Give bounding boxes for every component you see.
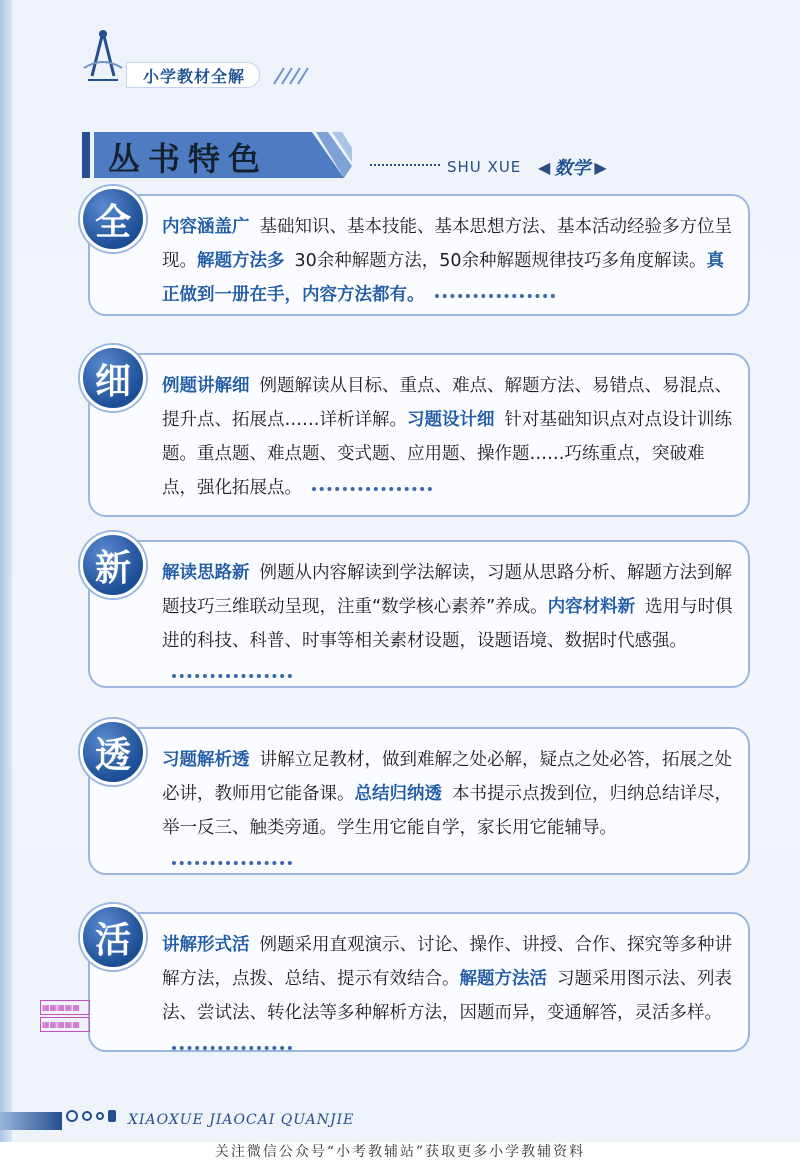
- bottom-note: 关注微信公众号“小考教辅站”获取更多小学教辅资料: [0, 1142, 800, 1165]
- feature-highlight: 真正做到一册在手，内容方法都有。: [162, 251, 725, 305]
- feature-body: 30余种解题方法，50余种解题规律技巧多角度解读。: [294, 251, 707, 271]
- footer-bar: [0, 1112, 62, 1130]
- feature-text: [90, 196, 748, 322]
- feature-badge: [80, 719, 146, 785]
- feature-highlight: 解读思路新: [162, 563, 250, 583]
- title-pinyin: SHU XUE: [447, 158, 522, 176]
- feature-highlight: 内容材料新: [547, 597, 636, 617]
- right-chevron-icon: ▶: [594, 157, 607, 177]
- feature-body: 本书提示点拨到位，归纳总结详尽，举一反三、触类旁通。学生用它能自学，家长用它能辅导。: [162, 784, 732, 838]
- feature-text: [90, 542, 748, 702]
- feature-highlight: 解题方法活: [459, 969, 547, 989]
- feature-body: 讲解立足教材，做到难解之处必解，疑点之处必答，拓展之处必讲，教师用它能备课。: [162, 750, 732, 804]
- feature-text: [90, 729, 748, 889]
- feature-highlight: 例题讲解细: [162, 376, 250, 396]
- feature-highlight: 解题方法多: [197, 251, 285, 271]
- left-chevron-icon: ◀: [538, 157, 551, 177]
- feature-body: 选用与时俱进的科技、科普、时事等相关素材设题，设题语境、数据时代感强。: [162, 597, 733, 651]
- dotted-end-decoration: [435, 292, 555, 298]
- feature-body: 习题采用图示法、列表法、尝试法、转化法等多种解析方法，因题而异，变通解答，灵活多样。: [162, 969, 732, 1023]
- feature-badge: [80, 532, 146, 598]
- subject-text: 数学: [554, 158, 591, 179]
- feature-highlight: 内容涵盖广: [162, 217, 250, 237]
- feature-highlight: 总结归纳透: [354, 784, 442, 804]
- feature-highlight: 习题解析透: [162, 750, 250, 770]
- left-edge-strip: [0, 0, 12, 1165]
- header-slash-decoration: [270, 66, 320, 86]
- page-title: 丛书特色: [108, 140, 269, 178]
- feature-badge-char: 活: [94, 918, 131, 961]
- feature-badge: [80, 345, 146, 411]
- footer-circles-decoration: [66, 1110, 116, 1122]
- feature-badge-char: 透: [94, 733, 131, 776]
- compass-logo-icon: [78, 28, 128, 84]
- feature-box: [88, 540, 750, 688]
- feature-body: 基础知识、基本技能、基本思想方法、基本活动经验多方位呈现。: [162, 217, 732, 271]
- feature-badge: [80, 904, 146, 970]
- feature-body: 例题从内容解读到学法解读，习题从思路分析、解题方法到解题技巧三维联动呈现，注重“数学核心素养”养成。: [162, 563, 732, 617]
- feature-box: [88, 727, 750, 875]
- dotted-end-decoration: [172, 859, 292, 865]
- feature-box: [88, 194, 750, 316]
- feature-text: [90, 914, 748, 1074]
- series-label-text: 小学教材全解: [143, 66, 246, 86]
- feature-badge-char: 新: [94, 546, 131, 589]
- feature-body: 例题采用直观演示、讨论、操作、讲授、合作、探究等多种讲解方法，点拨、总结、提示有效结合。: [162, 935, 732, 989]
- feature-text: [90, 355, 748, 515]
- footer-text: XIAOXUE JIAOCAI QUANJIE: [128, 1112, 355, 1128]
- side-stamp: ▦▦▦▦▦ ▦▦▦▦▦: [40, 1000, 90, 1034]
- feature-badge-char: 全: [94, 200, 131, 243]
- dotted-end-decoration: [172, 672, 292, 678]
- title-dotted-line: [370, 162, 440, 166]
- feature-box: [88, 353, 750, 517]
- series-label: [126, 62, 260, 88]
- feature-box: [88, 912, 750, 1052]
- feature-body: 例题解读从目标、重点、难点、解题方法、易错点、易混点、提升点、拓展点……详析详解。: [162, 376, 732, 430]
- feature-badge-char: 细: [94, 359, 131, 402]
- feature-highlight: 习题设计细: [407, 410, 495, 430]
- feature-highlight: 讲解形式活: [162, 935, 250, 955]
- title-subject: [538, 154, 607, 180]
- dotted-end-decoration: [172, 1044, 292, 1050]
- dotted-end-decoration: [312, 485, 432, 491]
- feature-badge: [80, 186, 146, 252]
- feature-body: 针对基础知识点对点设计训练题。重点题、难点题、变式题、应用题、操作题……巧练重点，突破难点，强化拓展点。: [162, 410, 732, 498]
